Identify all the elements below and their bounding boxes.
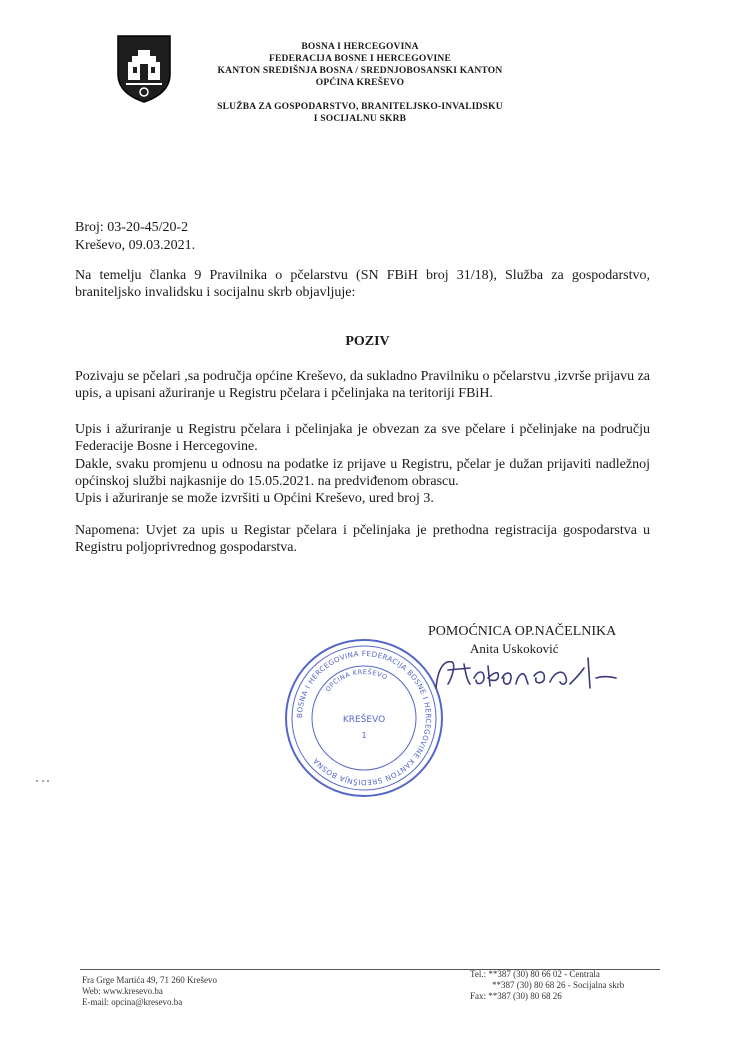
- header-service-line2: I SOCIJALNU SKRB: [313, 114, 407, 124]
- document-title: POZIV: [345, 334, 390, 349]
- signature-role: POMOĆNICA OP.NAČELNIKA: [428, 624, 617, 639]
- official-stamp: [282, 636, 446, 800]
- header-municipality: OPĆINA KREŠEVO: [315, 78, 405, 88]
- stamp-number: 1: [361, 731, 367, 740]
- scan-mark: [35, 770, 51, 774]
- footer-fax: Fax: **387 (30) 80 68 26: [470, 991, 562, 1001]
- paragraph-3: Napomena: Uvjet za upis u Registar pčelara i pčelinjaka je prethodna registracija gospodarstva u Registru poljoprivrednog gospodarstva.: [75, 523, 650, 555]
- coat-of-arms-logo: [116, 34, 172, 104]
- stamp-ring-text: BOSNA I HERCEGOVINA FEDERACIJA BOSNE I HERCEGOVINE KANTON SREDIŠNJA BOSNA: [294, 648, 434, 788]
- intro-paragraph: Na temelju članka 9 Pravilnika o pčelarstvu (SN FBiH broj 31/18), Služba za gospodarstvo, braniteljsko invalidsku i socijalnu skrb objavljuje:: [75, 268, 650, 300]
- footer-address: Fra Grge Martića 49, 71 260 Kreševo: [82, 975, 218, 985]
- footer-web: Web: www.kresevo.ba: [82, 986, 163, 996]
- header-service-line1: SLUŽBA ZA GOSPODARSTVO, BRANITELJSKO-INVALIDSKU: [217, 102, 503, 112]
- header-federation: FEDERACIJA BOSNE I HERCEGOVINE: [268, 54, 452, 64]
- signature-name: Anita Uskoković: [470, 641, 559, 656]
- document-number: Broj: 03-20-45/20-2: [75, 220, 189, 235]
- paragraph-1: Pozivaju se pčelari ,sa područja općine Kreševo, da sukladno Pravilniku o pčelarstvu ,izvrše prijavu za upis, a upisani ažuriranje u Registru pčelara i pčelinjaka na teritoriji FBiH.: [75, 369, 650, 401]
- footer-right: [470, 969, 624, 1002]
- header-country: BOSNA I HERCEGOVINA: [301, 42, 419, 52]
- footer-tel1: Tel.: **387 (30) 80 66 02 - Centrala: [470, 969, 600, 979]
- handwritten-signature: [430, 648, 630, 700]
- paragraph-2b: Dakle, svaku promjenu u odnosu na podatke iz prijave u Registru, pčelar je dužan prijaviti nadležnoj općinskoj službi najkasnije do 15.05.2021. na predviđenom obrascu.: [75, 457, 650, 489]
- header-canton: KANTON SREDIŠNJA BOSNA / SREDNJOBOSANSKI KANTON: [217, 66, 503, 76]
- footer-left: [82, 975, 217, 1008]
- document-place-date: Kreševo, 09.03.2021.: [75, 238, 196, 253]
- svg-text:OPĆINA KREŠEVO: [324, 667, 389, 693]
- paragraph-2a: Upis i ažuriranje u Registru pčelara i pčelinjaka je obvezan za sve pčelare i pčelinjake na području Federacije Bosne i Hercegovine.: [75, 422, 650, 454]
- footer-email: E-mail: opcina@kresevo.ba: [82, 997, 183, 1007]
- stamp-inner-text: OPĆINA KREŠEVO: [323, 667, 389, 694]
- paragraph-2c: Upis i ažuriranje se može izvršiti u Općini Kreševo, ured broj 3.: [75, 491, 434, 506]
- footer-tel2: **387 (30) 80 68 26 - Socijalna skrb: [492, 980, 625, 990]
- stamp-center-text: KREŠEVO: [342, 715, 386, 725]
